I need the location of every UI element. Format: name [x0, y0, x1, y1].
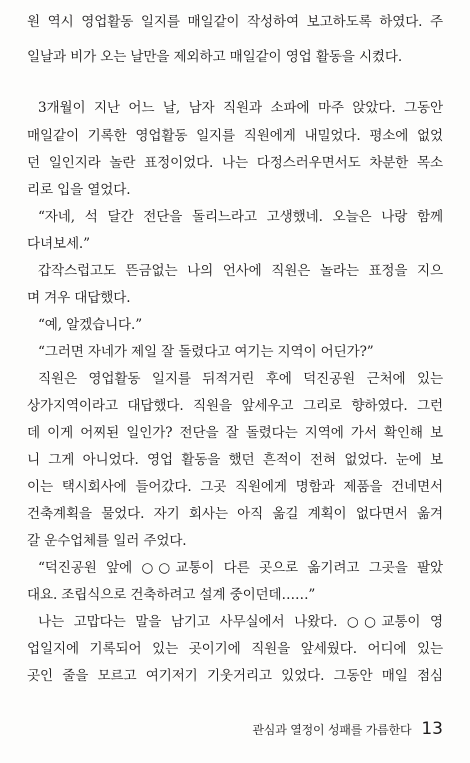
- text-line: 업일지에 기록되어 있는 곳이기에 직원을 앞세웠다. 어디에 있는: [27, 641, 443, 657]
- text-line: 일날과 비가 오는 날만을 제외하고 매일같이 영업 활동을 시켰다.: [27, 49, 403, 65]
- text-line: 상가지역이라고 대답했다. 직원을 앞세우고 그리로 향하였다. 그런: [27, 398, 443, 414]
- text-line: 갑작스럽고도 뜬금없는 나의 언사에 직원은 놀라는 표정을 지으: [38, 263, 443, 279]
- page-footer: [252, 719, 443, 743]
- text-line: 다녀보세.”: [27, 236, 90, 252]
- text-line: 건축계획을 물었다. 자기 회사는 아직 옮길 계획이 없다면서 옮겨: [27, 506, 443, 522]
- text-line: 이는 택시회사에 들어갔다. 그곳 직원에게 명함과 제품을 건네면서: [27, 479, 443, 495]
- page-number: 13: [421, 719, 443, 739]
- text-line: 곳인 줄을 모르고 여기저기 기웃거리고 있었다. 그동안 매일 점심: [27, 668, 443, 684]
- text-line: 니 그게 아니었다. 영업 활동을 했던 흔적이 전혀 없었다. 눈에 보: [27, 452, 443, 468]
- text-line: 대요. 조립식으로 건축하려고 설계 중이던데……”: [27, 587, 316, 603]
- text-line: 나는 고맙다는 말을 남기고 사무실에서 나왔다. ○○교통이 영: [38, 614, 443, 630]
- text-line: “자네, 석 달간 전단을 돌리느라고 고생했네. 오늘은 나랑 함께: [38, 209, 443, 225]
- running-title: 관심과 열정이 성패를 가름한다: [252, 723, 412, 737]
- text-line: 직원은 영업활동 일지를 뒤적거린 후에 덕진공원 근처에 있는: [38, 371, 443, 387]
- text-line: 원 역시 영업활동 일지를 매일같이 작성하여 보고하도록 하였다. 주: [27, 14, 443, 30]
- text-line: “그러면 자네가 제일 잘 돌렸다고 여기는 지역이 어딘가?”: [38, 344, 374, 360]
- text-line: 데 이게 어찌된 일인가? 전단을 잘 돌렸다는 지역에 가서 확인해 보: [27, 425, 443, 441]
- text-line: 리로 입을 열었다.: [27, 182, 131, 198]
- text-line: 3개월이 지난 어느 날, 남자 직원과 소파에 마주 앉았다. 그동안: [38, 100, 443, 116]
- text-line: “덕진공원 앞에 ○○교통이 다른 곳으로 옮기려고 그곳을 팔았: [38, 560, 443, 576]
- text-line: 매일같이 기록한 영업활동 일지를 직원에게 내밀었다. 평소에 없었: [27, 128, 443, 144]
- text-line: “예, 알겠습니다.”: [38, 317, 143, 333]
- text-line: 던 일인지라 놀란 표정이었다. 나는 다정스러우면서도 차분한 목소: [27, 155, 443, 171]
- text-line: 며 겨우 대답했다.: [27, 290, 131, 306]
- text-line: 갈 운수업체를 일러 주었다.: [27, 533, 187, 549]
